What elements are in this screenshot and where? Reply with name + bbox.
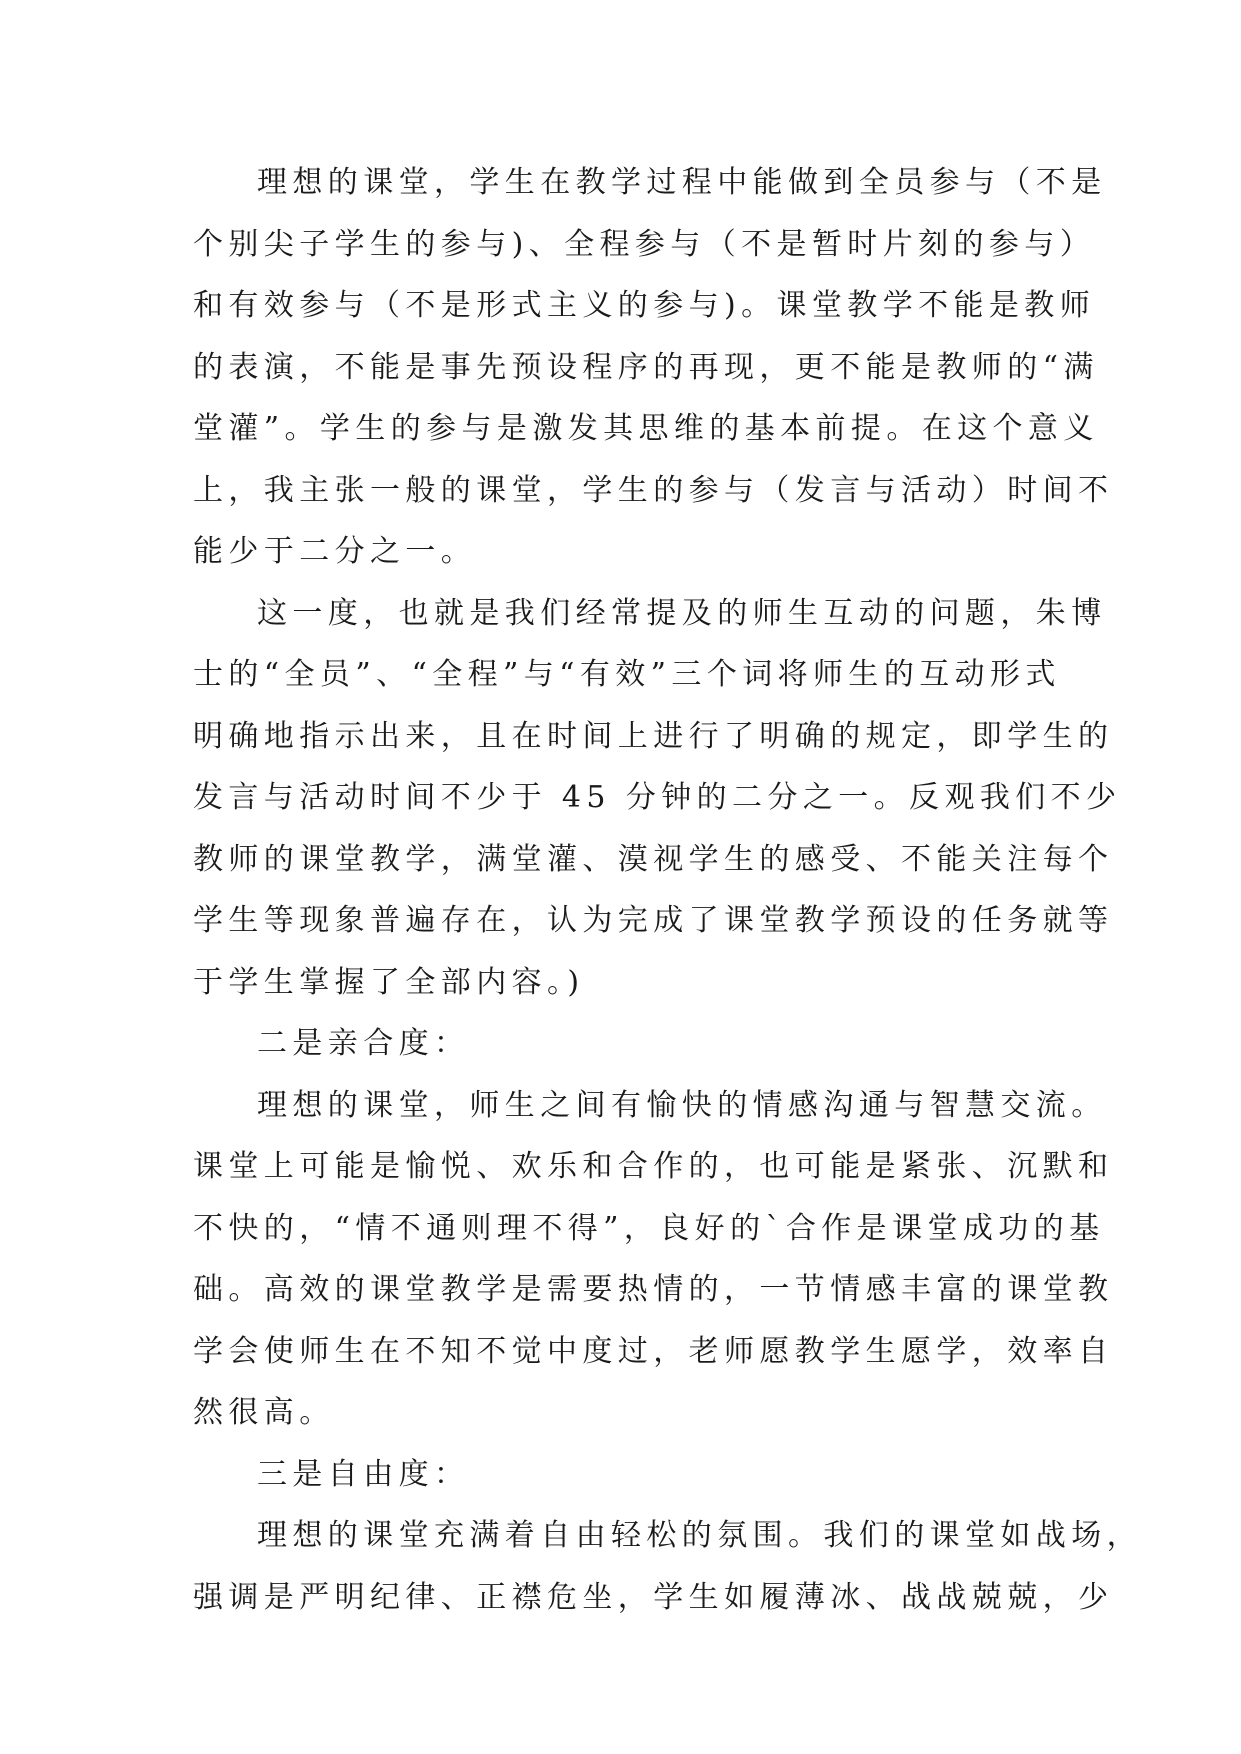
text-line: 的表演，不能是事先预设程序的再现，更不能是教师的“满 (193, 349, 1099, 385)
text-line: 和有效参与（不是形式主义的参与)。课堂教学不能是教师 (193, 288, 1096, 323)
text-line: 二是亲合度： (257, 1026, 470, 1061)
text-line: 课堂上可能是愉悦、欢乐和合作的，也可能是紧张、沉默和 (193, 1149, 1114, 1184)
text-line: 强调是严明纪律、正襟危坐，学生如履薄冰、战战兢兢，少 (193, 1579, 1114, 1615)
text-line: 三是自由度： (257, 1456, 470, 1492)
text-line: 理想的课堂充满着自由轻松的氛围。我们的课堂如战场， (257, 1518, 1142, 1553)
text-line: 明确地指示出来，且在时间上进行了明确的规定，即学生的 (193, 718, 1114, 754)
text-line: 发言与活动时间不少于 45 分钟的二分之一。反观我们不少 (193, 780, 1122, 815)
text-line: 堂灌”。学生的参与是激发其思维的基本前提。在这个意义 (193, 411, 1099, 446)
text-line: 理想的课堂，学生在教学过程中能做到全员参与（不是 (257, 165, 1107, 200)
text-line: 学生等现象普遍存在，认为完成了课堂教学预设的任务就等 (193, 903, 1114, 938)
text-line: 于学生掌握了全部内容。) (193, 964, 585, 1000)
text-line: 然很高。 (193, 1395, 335, 1430)
document-body (193, 152, 1142, 1628)
text-line: 上，我主张一般的课堂，学生的参与（发言与活动）时间不 (193, 472, 1114, 508)
text-line: 不快的，“情不通则理不得”，良好的`合作是课堂成功的基 (193, 1210, 1105, 1246)
text-line: 教师的课堂教学，满堂灌、漠视学生的感受、不能关注每个 (193, 841, 1114, 877)
text-line: 这一度，也就是我们经常提及的师生互动的问题，朱博 (257, 595, 1107, 631)
text-line: 础。高效的课堂教学是需要热情的，一节情感丰富的课堂教 (193, 1272, 1114, 1307)
text-line: 能少于二分之一。 (193, 534, 477, 569)
text-line: 士的“全员”、“全程”与“有效”三个词将师生的互动形式 (193, 657, 1061, 692)
text-line: 学会使师生在不知不觉中度过，老师愿教学生愿学，效率自 (193, 1333, 1114, 1369)
text-line: 个别尖子学生的参与)、全程参与（不是暂时片刻的参与） (193, 226, 1096, 262)
text-line: 理想的课堂，师生之间有愉快的情感沟通与智慧交流。 (257, 1087, 1107, 1123)
